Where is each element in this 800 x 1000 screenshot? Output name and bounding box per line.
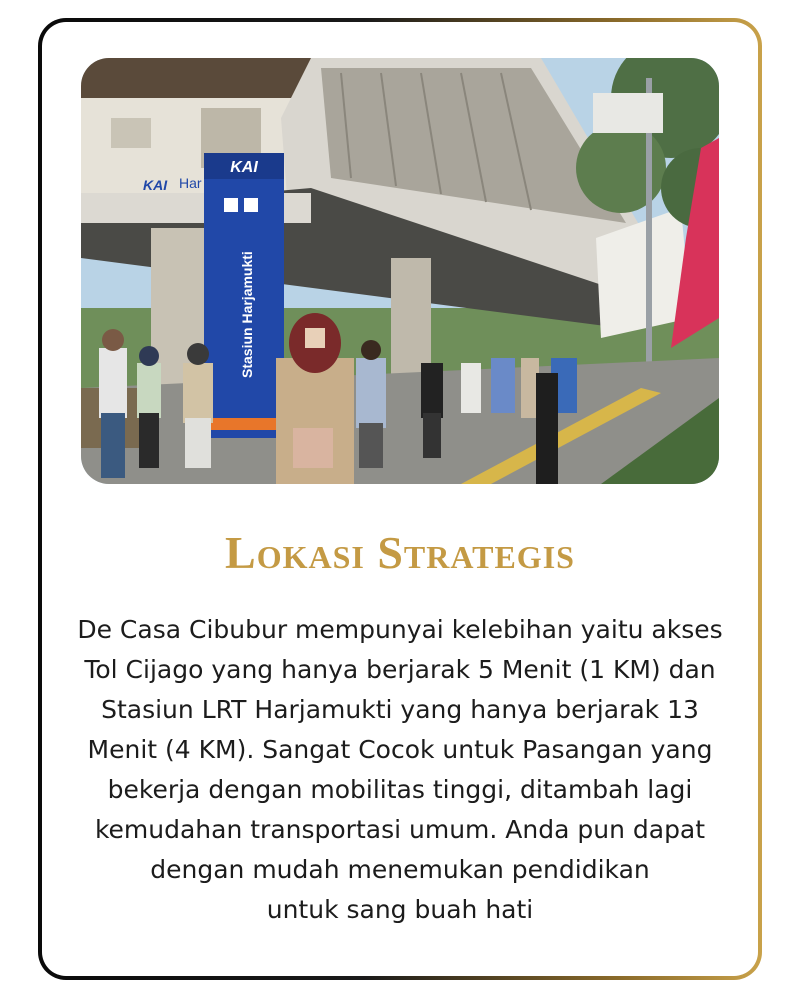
sign-brand-text: KAI	[230, 159, 258, 176]
facade-brand-text: KAI	[143, 177, 168, 193]
description-line: Tol Cijago yang hanya berjarak 5 Menit (1 KM) dan	[84, 655, 716, 684]
description-line: kemudahan transportasi umum. Anda pun dapat	[94, 815, 706, 844]
description-line: De Casa Cibubur mempunyai kelebihan yaitu akses	[77, 615, 723, 644]
section-heading: Lokasi Strategis	[225, 527, 575, 578]
facade-station-text: Har	[179, 175, 202, 191]
station-photo	[81, 58, 719, 484]
description-text	[70, 610, 730, 930]
description-line: Stasiun LRT Harjamukti yang hanya berjarak 13	[101, 695, 699, 724]
description-line: dengan mudah menemukan pendidikan	[150, 855, 650, 884]
description-line: Menit (4 KM). Sangat Cocok untuk Pasangan yang	[87, 735, 713, 764]
description-line: untuk sang buah hati	[266, 895, 534, 924]
description-line: bekerja dengan mobilitas tinggi, ditambah lagi	[107, 775, 693, 804]
sign-station-text: Stasiun Harjamukti	[239, 251, 255, 378]
